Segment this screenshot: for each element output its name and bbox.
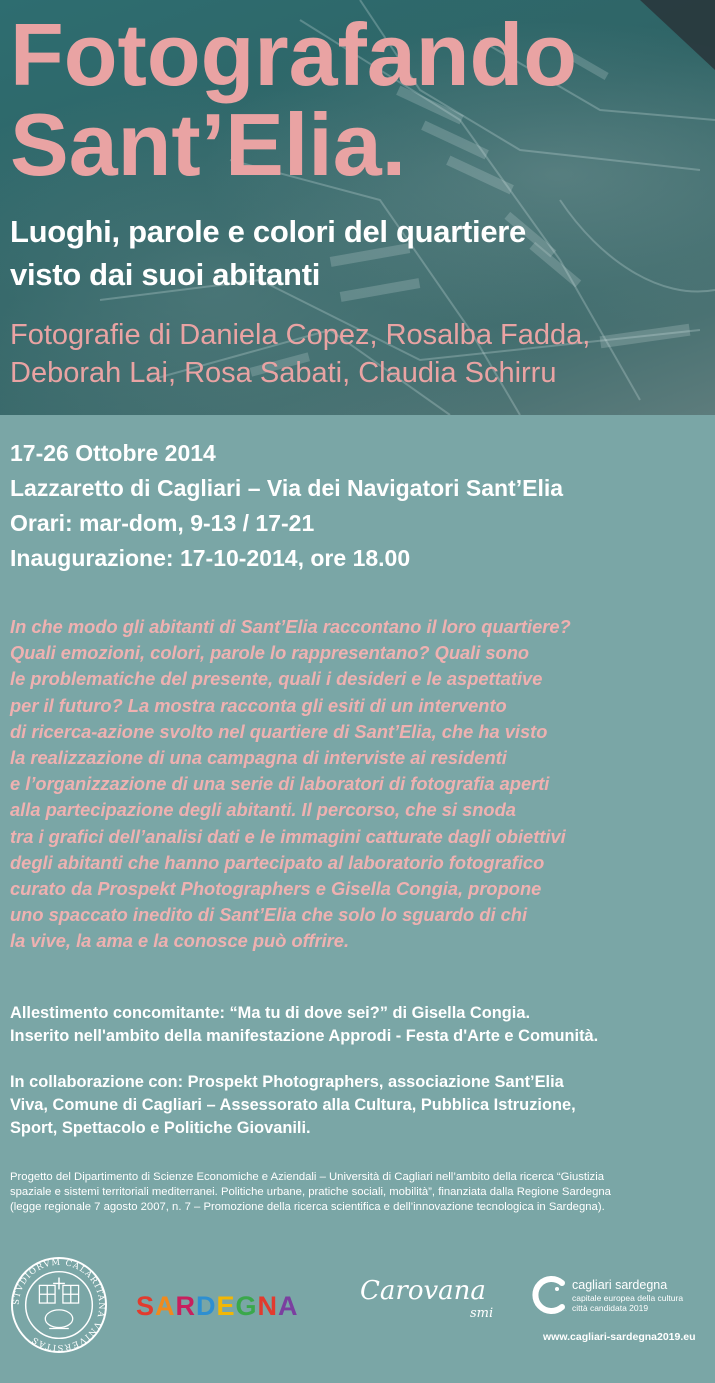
description-line: per il futuro? La mostra racconta gli esiti di un intervento <box>10 694 507 716</box>
cagliari-2019-logo <box>530 1275 710 1335</box>
subtitle <box>10 210 526 296</box>
subtitle-line-2: visto dai suoi abitanti <box>10 257 321 292</box>
sardegna-letter: N <box>257 1291 279 1321</box>
event-dates: 17-26 Ottobre 2014 <box>10 440 216 466</box>
sponsor-logos <box>0 1248 715 1383</box>
subtitle-line-1: Luoghi, parole e colori del quartiere <box>10 214 526 249</box>
description-line: tra i grafici dell’analisi dati e le immagini catturate dagli obiettivi <box>10 825 566 847</box>
website-link[interactable]: www.cagliari-sardegna2019.eu <box>543 1331 696 1343</box>
event-info <box>10 436 563 576</box>
description-line: Quali emozioni, colori, parole lo rappresentano? Quali sono <box>10 642 530 664</box>
credits-line-3: (legge regionale 7 agosto 2007, n. 7 – Promozione della ricerca scientifica e dell’innovazione tecnologica in Sardegna). <box>10 1201 605 1213</box>
sardegna-letter: D <box>196 1291 217 1321</box>
description-line: uno spaccato inedito di Sant’Elia che solo lo sguardo di chi <box>10 904 528 926</box>
sardegna-letter: S <box>136 1291 156 1321</box>
event-hours: Orari: mar-dom, 9-13 / 17-21 <box>10 510 315 536</box>
allestimento-line-1: Allestimento concomitante: “Ma tu di dove sei?” di Gisella Congia. <box>10 1004 531 1022</box>
collaboration-line-2: Viva, Comune di Cagliari – Assessorato alla Cultura, Pubblica Istruzione, <box>10 1096 576 1114</box>
spacer <box>10 1048 710 1071</box>
cagliari-c-mark-icon <box>530 1275 570 1315</box>
event-opening: Inaugurazione: 17-10-2014, ore 18.00 <box>10 545 411 571</box>
university-seal-logo <box>10 1256 108 1354</box>
description-line: e l’organizzazione di una serie di laboratori di fotografia aperti <box>10 773 550 795</box>
collaboration-line-3: Sport, Spettacolo e Politiche Giovanili. <box>10 1119 311 1137</box>
sardegna-letter: R <box>175 1291 197 1321</box>
seal-text: STVDIORVM CALARITANA VNIVERSITAS <box>10 1256 108 1354</box>
page-title <box>10 5 578 194</box>
sardegna-letter: E <box>216 1291 236 1321</box>
exhibition-description <box>10 614 710 955</box>
event-venue: Lazzaretto di Cagliari – Via dei Navigatori Sant’Elia <box>10 475 564 501</box>
description-line: la vive, la ama e la conosce può offrire. <box>10 930 350 952</box>
description-line: le problematiche del presente, quali i desideri e le aspettative <box>10 668 543 690</box>
credits-line-2: spaziale e sistemi territoriali mediterranei. Politiche urbane, pratiche sociali, mobilità”, finanziata dalla Regione Sardegna <box>10 1186 611 1198</box>
authors-line-1: Fotografie di Daniela Copez, Rosalba Fadda, <box>10 319 591 351</box>
cagliari-tagline-1: capitale europea della cultura <box>572 1293 684 1303</box>
description-line: alla partecipazione degli abitanti. Il percorso, che si snoda <box>10 799 516 821</box>
sardegna-letter: G <box>235 1291 258 1321</box>
carovana-logo <box>360 1268 500 1348</box>
hero-photo-banner <box>0 0 715 415</box>
title-line-1: Fotografando <box>10 5 578 104</box>
cagliari-name: cagliari sardegna <box>572 1278 668 1292</box>
description-line: la realizzazione di una campagna di interviste ai residenti <box>10 747 507 769</box>
cagliari-tagline <box>572 1293 683 1313</box>
carovana-subtitle: smi <box>470 1306 494 1321</box>
authors-line-2: Deborah Lai, Rosa Sabati, Claudia Schirru <box>10 357 557 389</box>
carovana-wordmark: Carovana <box>360 1276 486 1306</box>
additional-notes <box>10 1002 710 1140</box>
description-line: curato da Prospekt Photographers e Gisella Congia, propone <box>10 878 542 900</box>
sardegna-letter: A <box>155 1291 176 1321</box>
cagliari-tagline-2: città candidata 2019 <box>572 1303 649 1313</box>
photographers-credit <box>10 316 590 392</box>
project-credits <box>10 1170 710 1215</box>
title-line-2: Sant’Elia. <box>10 95 407 194</box>
description-line: In che modo gli abitanti di Sant’Elia raccontano il loro quartiere? <box>10 616 571 637</box>
collaboration-line-1: In collaborazione con: Prospekt Photographers, associazione Sant’Elia <box>10 1073 564 1091</box>
credits-line-1: Progetto del Dipartimento di Scienze Economiche e Aziendali – Università di Cagliari nell’ambito della ricerca “Giustizia <box>10 1171 604 1183</box>
allestimento-line-2: Inserito nell'ambito della manifestazione Approdi - Festa d'Arte e Comunità. <box>10 1027 599 1045</box>
description-line: di ricerca-azione svolto nel quartiere di Sant’Elia, che ha visto <box>10 720 548 742</box>
sardegna-logo <box>136 1291 299 1322</box>
description-line: degli abitanti che hanno partecipato al laboratorio fotografico <box>10 851 545 873</box>
sardegna-letter: A <box>278 1291 299 1321</box>
